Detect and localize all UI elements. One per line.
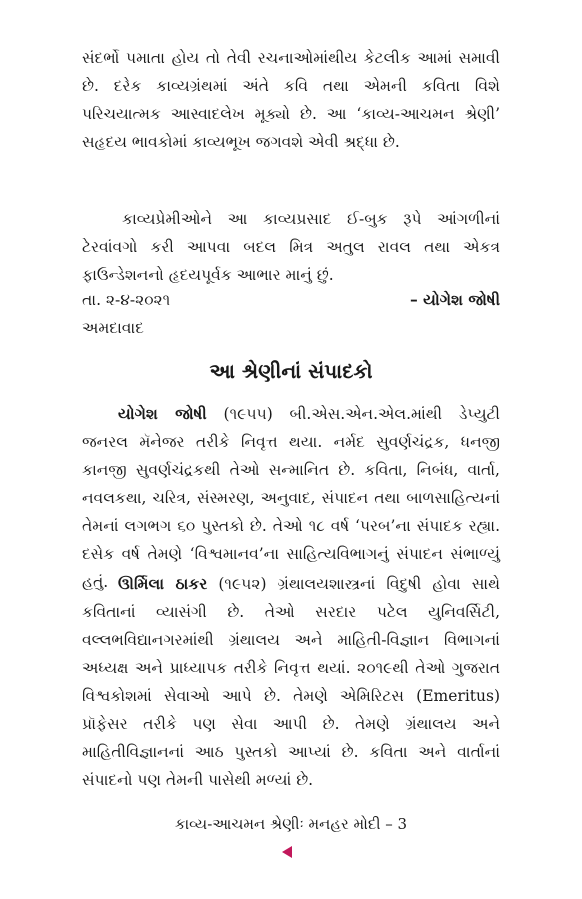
editor1-bio: (૧૯૫૫) બી.એસ.એન.એલ.માંથી ડેપ્યુટી જનરલ મૅનેજર તરીકે નિવૃત્ત થયા. નર્મદ સુવર્ણચંદ્રક, ધનજી કાનજી સુવર્ણચંદ્રકથી તેઓ સન્માનિત છે. કવિતા, નિબંધ, વાર્તા, નવલકથા, ચરિત્ર, સંસ્મરણ, અનુવાદ, સંપાદન તથા બાળસાહિત્યનાં તેમનાં લગભગ ૬૦ પુસ્તકો છે. તેઓ ૧૮ વર્ષ ‘પરબ’ના સંપાદક રહ્યા. દસેક વર્ષ તેમણે ‘વિશ્વમાનવ’ના સાહિત્યવિભાગનું સંપાદન સંભાળ્યું હતું. [82,405,500,591]
place: અમદાવાદ [82,319,144,337]
editor1-paragraph [82,400,500,596]
section-heading: આ શ્રેણીનાં સંપાદકો [209,359,373,383]
signature: – યોગેશ જોષી [409,290,500,309]
page-footer: કાવ્ય-આચમન શ્રેણીઃ મનહર મોદી – 3 [174,815,408,833]
editor1-name: યોગેશ જોષી [118,404,207,423]
intro-paragraph: સંદર્ભો પમાતા હોય તો તેવી રચનાઓમાંથીય કેટલીક આમાં સમાવી છે. દરેક કાવ્યગ્રંથમાં અંતે કવિ તથા એમની કવિતા વિશે પરિચયાત્મક આસ્વાદલેખ મૂક્યો છે. આ ‘કાવ્ય-આચમન શ્રેણી’ સહૃદય ભાવકોમાં કાવ્યભૂખ જગવશે એવી શ્રદ્ધા છે. [82,49,500,151]
date: તા. ૨-૪-૨૦૨૧ [82,291,171,309]
editor2-paragraph [82,570,500,794]
editor2-bio: (૧૯૫૨) ગ્રંથાલયશાસ્ત્રનાં વિદુષી હોવા સાથે કવિતાનાં વ્યાસંગી છે. તેઓ સરદાર પટેલ યુનિવર્સિટી, વલ્લભવિદ્યાનગરમાંથી ગ્રંથાલય અને માહિતી-વિજ્ઞાન વિભાગનાં અધ્યક્ષ અને પ્રાધ્યાપક તરીકે નિવૃત્ત થયાં. ૨૦૧૯થી તેઓ ગુજરાત વિશ્વકોશમાં સેવાઓ આપે છે. તેમણે એમિરિટસ (Emeritus) પ્રૉફેસર તરીકે પણ સેવા આપી છે. તેમણે ગ્રંથાલય અને માહિતીવિજ્ઞાનનાં આઠ પુસ્તકો આપ્યાં છે. કવિતા અને વાર્તાનાં સંપાદનો પણ તેમની પાસેથી મળ્યાં છે. [82,575,500,789]
thanks-paragraph: કાવ્યપ્રેમીઓને આ કાવ્યપ્રસાદ ઈ-બુક રૂપે આંગળીનાં ટેરવાંવગો કરી આપવા બદલ મિત્ર અતુલ રાવલ તથા એકત્ર ફાઉન્ડેશનનો હૃદયપૂર્વક આભાર માનું છું. [82,210,500,284]
previous-page-icon[interactable] [282,846,292,858]
editor2-name: ઊર્મિલા ઠાકર [118,574,208,593]
